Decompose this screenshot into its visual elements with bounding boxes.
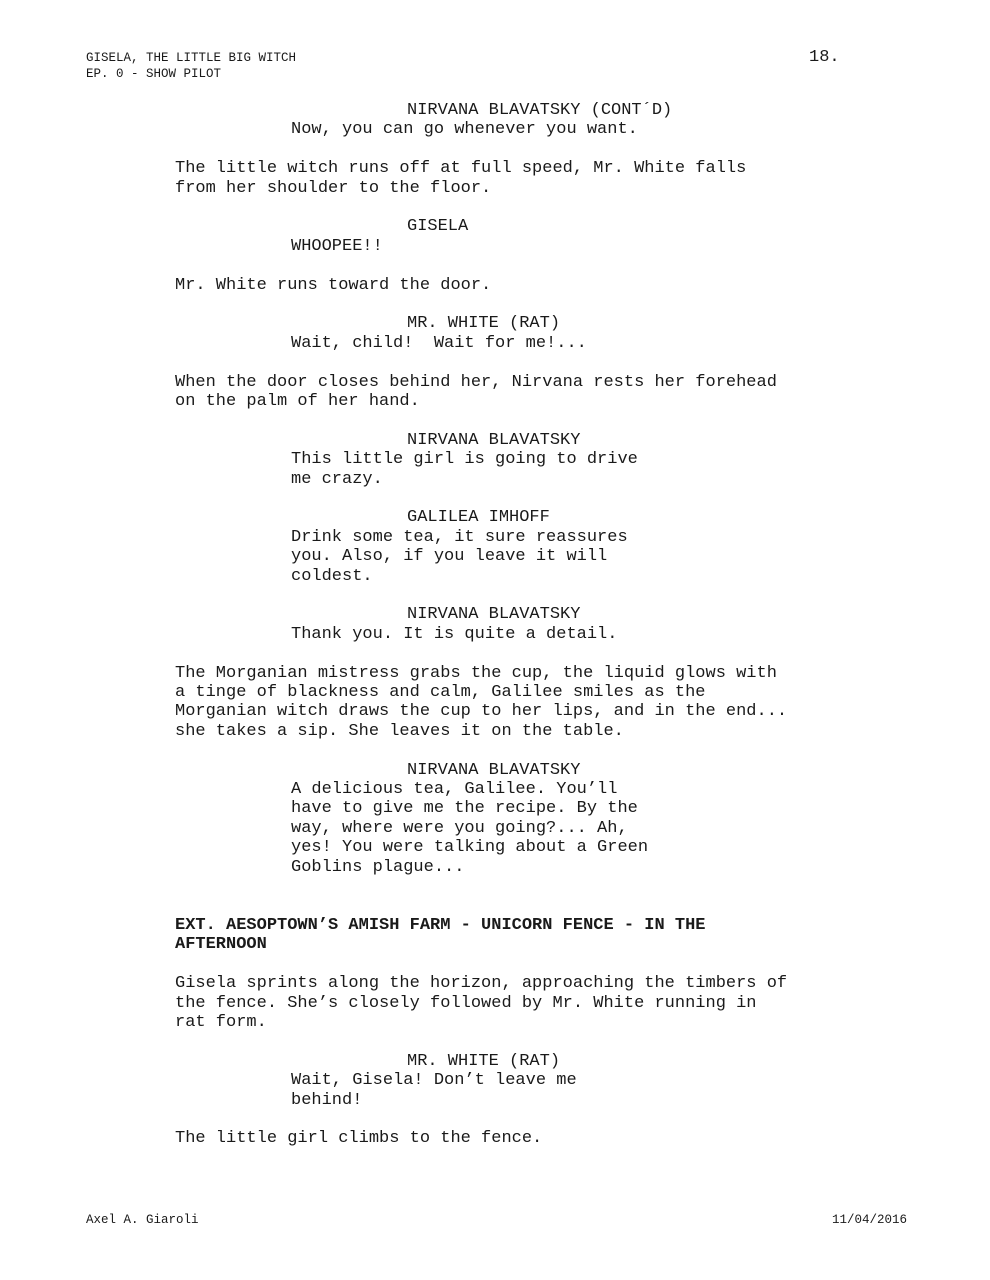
dialogue: Drink some tea, it sure reassures you. Also, if you leave it will coldest. bbox=[291, 527, 628, 586]
character-name: MR. WHITE (RAT) bbox=[407, 314, 561, 334]
action-line: Gisela sprints along the horizon, approaching the timbers of the fence. She’s closely followed by Mr. White running in rat form. bbox=[175, 974, 788, 1032]
footer-author: Axel A. Giaroli bbox=[86, 1213, 199, 1227]
dialogue: Wait, child! Wait for me!... bbox=[291, 333, 587, 353]
action-line: Mr. White runs toward the door. bbox=[175, 275, 492, 295]
character-name: GALILEA IMHOFF bbox=[407, 508, 550, 528]
character-name: NIRVANA BLAVATSKY bbox=[407, 430, 581, 450]
action-line: The Morganian mistress grabs the cup, the liquid glows with a tinge of blackness and calm, Galilee smiles as the Morganian witch draws the cup to her lips, and in the end... she takes a sip. She leaves it on the table. bbox=[175, 663, 788, 741]
script-body bbox=[175, 101, 895, 1149]
header-episode: EP. 0 - SHOW PILOT bbox=[86, 67, 222, 81]
character-name: NIRVANA BLAVATSKY (CONT´D) bbox=[407, 101, 673, 120]
dialogue: Wait, Gisela! Don’t leave me behind! bbox=[291, 1071, 577, 1110]
dialogue: Now, you can go whenever you want. bbox=[291, 120, 638, 140]
footer-date: 11/04/2016 bbox=[831, 1213, 907, 1227]
action-line: When the door closes behind her, Nirvana rests her forehead on the palm of her hand. bbox=[175, 372, 777, 412]
dialogue: A delicious tea, Galilee. You’ll have to give me the recipe. By the way, where were you going?... Ah, yes! You were talking about a Green Goblins plague... bbox=[291, 780, 649, 877]
scene-heading: EXT. AESOPTOWN’S AMISH FARM - UNICORN FENCE - IN THE AFTERNOON bbox=[175, 915, 706, 955]
page-header bbox=[86, 50, 296, 82]
character-name: MR. WHITE (RAT) bbox=[407, 1051, 561, 1071]
character-name: NIRVANA BLAVATSKY bbox=[407, 605, 581, 625]
page-number: 18. bbox=[809, 48, 840, 67]
character-name: GISELA bbox=[407, 217, 469, 237]
dialogue: Thank you. It is quite a detail. bbox=[291, 624, 618, 644]
header-title: GISELA, THE LITTLE BIG WITCH bbox=[86, 51, 297, 65]
action-line: The little witch runs off at full speed, Mr. White falls from her shoulder to the floor. bbox=[175, 159, 747, 198]
character-name: NIRVANA BLAVATSKY bbox=[407, 760, 581, 780]
action-line: The little girl climbs to the fence. bbox=[175, 1129, 543, 1149]
dialogue: WHOOPEE!! bbox=[291, 236, 383, 256]
dialogue: This little girl is going to drive me crazy. bbox=[291, 450, 638, 489]
